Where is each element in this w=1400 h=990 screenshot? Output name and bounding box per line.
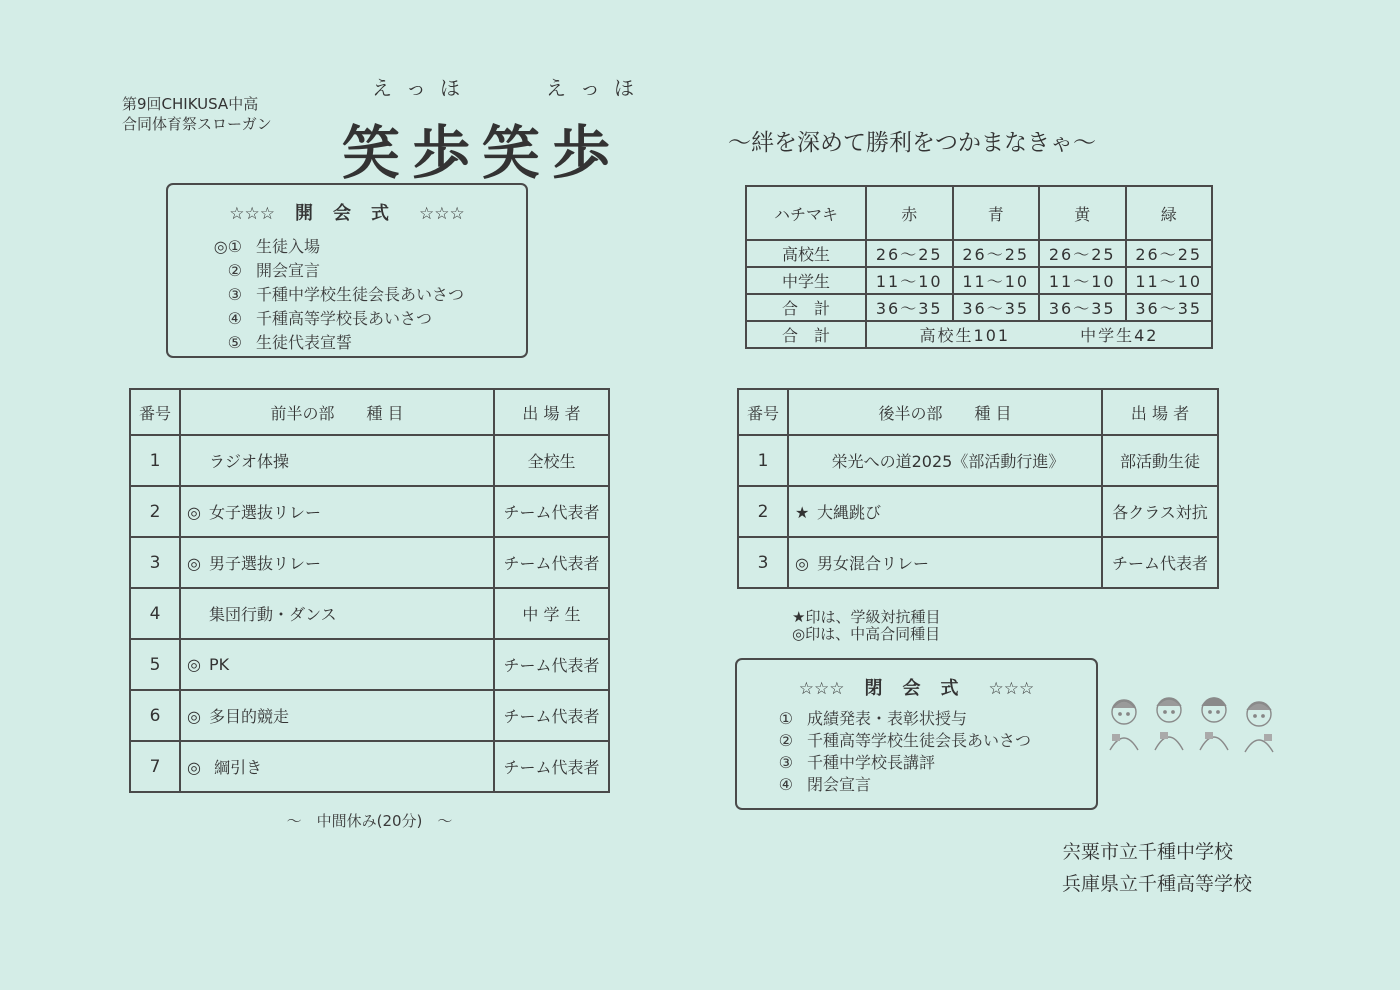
table-header-cell: 黄 xyxy=(1039,186,1126,240)
event-number: 2 xyxy=(738,486,788,537)
student-figure xyxy=(1155,698,1183,750)
table-cell: 11～10 xyxy=(953,267,1040,294)
event-label-line1: 第9回CHIKUSA中高 xyxy=(122,95,259,113)
event-name: 栄光への道2025《部活動行進》 xyxy=(831,452,1065,471)
event-name: 男女混合リレー xyxy=(817,554,930,573)
event-cell xyxy=(180,435,494,486)
event-name: 綱引き xyxy=(209,758,263,777)
table-row xyxy=(746,240,1212,267)
list-item-text: 生徒代表宣誓 xyxy=(256,333,353,352)
list-item-text: 千種高等学校生徒会長あいさつ xyxy=(807,731,1032,750)
participants: 部活動生徒 xyxy=(1102,435,1218,486)
list-item xyxy=(747,774,1096,796)
list-item xyxy=(747,708,1096,730)
list-item xyxy=(747,730,1096,752)
list-item-mark: ② xyxy=(778,731,793,750)
stars-left: ☆☆☆ xyxy=(798,679,845,699)
table-cell: 36～35 xyxy=(953,294,1040,321)
participants: チーム代表者 xyxy=(494,486,609,537)
list-item-text: 千種高等学校長あいさつ xyxy=(256,309,433,328)
participants: チーム代表者 xyxy=(494,690,609,741)
event-name: 大縄跳び xyxy=(817,503,882,522)
event-mark: ◎ xyxy=(795,554,809,573)
list-item-mark: ③ xyxy=(778,753,793,772)
list-item xyxy=(196,235,526,259)
event-name: PK xyxy=(209,655,230,674)
table-cell: 26～25 xyxy=(866,240,953,267)
list-item xyxy=(196,259,526,283)
row-label: 中学生 xyxy=(746,267,866,294)
closing-ceremony-title: 閉会式 xyxy=(864,678,979,699)
table-header-cell: 出 場 者 xyxy=(1102,389,1218,435)
event-name: 集団行動・ダンス xyxy=(209,605,337,624)
opening-ceremony-heading xyxy=(168,199,526,225)
list-item xyxy=(196,283,526,307)
table-header-cell: 番号 xyxy=(130,389,180,435)
event-number: 6 xyxy=(130,690,180,741)
table-row xyxy=(130,741,609,792)
row-label: 合 計 xyxy=(746,294,866,321)
event-number: 2 xyxy=(130,486,180,537)
participants: チーム代表者 xyxy=(494,741,609,792)
table-header-cell: 緑 xyxy=(1126,186,1213,240)
legend-notes xyxy=(792,609,940,643)
table-row xyxy=(738,537,1218,588)
closing-ceremony-box xyxy=(735,658,1098,810)
stars-left: ☆☆☆ xyxy=(229,204,275,224)
event-mark: ◎ xyxy=(187,655,201,674)
event-cell xyxy=(788,486,1102,537)
opening-ceremony-list xyxy=(196,235,526,355)
participants: チーム代表者 xyxy=(494,537,609,588)
list-item-text: 閉会宣言 xyxy=(807,775,872,794)
table-row xyxy=(130,588,609,639)
opening-ceremony-title: 開会式 xyxy=(295,203,409,224)
table-row xyxy=(130,486,609,537)
table-row xyxy=(746,294,1212,321)
total-cell xyxy=(866,321,1212,348)
event-cell xyxy=(180,741,494,792)
legend-note-star: ★印は、学級対抗種目 xyxy=(792,608,941,626)
list-item-mark: ② xyxy=(227,261,242,280)
list-item-text: 開会宣言 xyxy=(256,261,321,280)
school-names xyxy=(1062,836,1252,900)
table-cell: 11～10 xyxy=(866,267,953,294)
intermission-label: ～ 中間休み(20分) ～ xyxy=(286,812,453,830)
slogan-ruby-2: えっほ xyxy=(546,76,648,100)
school-junior-high: 宍粟市立千種中学校 xyxy=(1062,841,1234,863)
event-number: 1 xyxy=(738,435,788,486)
event-cell xyxy=(788,537,1102,588)
table-header-cell: ハチマキ xyxy=(746,186,866,240)
event-number: 3 xyxy=(130,537,180,588)
school-high: 兵庫県立千種高等学校 xyxy=(1062,873,1253,895)
table-cell: 11～10 xyxy=(1126,267,1213,294)
row-label: 合 計 xyxy=(746,321,866,348)
table-header-cell: 前半の部 種 目 xyxy=(180,389,494,435)
event-mark: ◎ xyxy=(187,554,201,573)
event-mark: ★ xyxy=(795,503,810,522)
table-header-row xyxy=(738,389,1218,435)
event-cell xyxy=(180,486,494,537)
event-cell xyxy=(180,588,494,639)
table-cell: 11～10 xyxy=(1039,267,1126,294)
table-cell: 36～35 xyxy=(1126,294,1213,321)
list-item-mark: ① xyxy=(778,709,793,728)
participants: 全校生 xyxy=(494,435,609,486)
table-row xyxy=(738,486,1218,537)
list-item-mark: ④ xyxy=(227,309,242,328)
cheering-students-illustration xyxy=(1104,690,1284,760)
event-name: 男子選抜リレー xyxy=(209,554,322,573)
table-row xyxy=(130,639,609,690)
list-item-text: 成績発表・表彰状授与 xyxy=(807,709,968,728)
event-label-line2: 合同体育祭スローガン xyxy=(122,115,272,133)
second-half-table xyxy=(737,388,1219,589)
table-row xyxy=(130,537,609,588)
list-item-text: 千種中学校長講評 xyxy=(807,753,936,772)
table-row xyxy=(738,435,1218,486)
list-item xyxy=(196,307,526,331)
list-item-text: 千種中学校生徒会長あいさつ xyxy=(256,285,465,304)
event-number: 7 xyxy=(130,741,180,792)
total-junior-high: 中学生42 xyxy=(1080,326,1159,345)
event-number: 3 xyxy=(738,537,788,588)
list-item xyxy=(747,752,1096,774)
table-row xyxy=(746,267,1212,294)
row-label: 高校生 xyxy=(746,240,866,267)
event-cell xyxy=(180,639,494,690)
slogan-title: 笑歩笑歩 xyxy=(342,119,623,187)
event-name: ラジオ体操 xyxy=(209,452,290,471)
student-figure xyxy=(1245,702,1273,752)
list-item-mark: ③ xyxy=(227,285,242,304)
event-cell xyxy=(180,690,494,741)
table-cell: 36～35 xyxy=(866,294,953,321)
list-item xyxy=(196,331,526,355)
participants: チーム代表者 xyxy=(1102,537,1218,588)
list-item-mark: ⑤ xyxy=(227,333,242,352)
table-header-cell: 出 場 者 xyxy=(494,389,609,435)
event-mark: ◎ xyxy=(187,707,201,726)
event-cell xyxy=(180,537,494,588)
table-header-cell: 青 xyxy=(953,186,1040,240)
table-cell: 26～25 xyxy=(1126,240,1213,267)
stars-right: ☆☆☆ xyxy=(419,204,465,224)
first-half-table xyxy=(129,388,610,793)
opening-ceremony-box xyxy=(166,183,528,358)
event-mark: ◎ xyxy=(187,758,201,777)
closing-ceremony-list xyxy=(747,708,1096,796)
table-cell: 26～25 xyxy=(953,240,1040,267)
closing-ceremony-heading xyxy=(737,674,1096,700)
participants: チーム代表者 xyxy=(494,639,609,690)
table-header-cell: 赤 xyxy=(866,186,953,240)
stars-right: ☆☆☆ xyxy=(988,679,1035,699)
event-mark: ◎ xyxy=(187,503,201,522)
list-item-text: 生徒入場 xyxy=(256,237,321,256)
table-row xyxy=(746,321,1212,348)
event-number: 1 xyxy=(130,435,180,486)
table-header-cell: 後半の部 種 目 xyxy=(788,389,1102,435)
event-number: 5 xyxy=(130,639,180,690)
event-name: 多目的競走 xyxy=(209,707,290,726)
participants: 各クラス対抗 xyxy=(1102,486,1218,537)
event-label xyxy=(122,94,272,134)
table-header-row xyxy=(746,186,1212,240)
table-row xyxy=(130,435,609,486)
event-number: 4 xyxy=(130,588,180,639)
participants: 中 学 生 xyxy=(494,588,609,639)
table-cell: 26～25 xyxy=(1039,240,1126,267)
table-header-row xyxy=(130,389,609,435)
list-item-mark: ④ xyxy=(778,775,793,794)
slogan-subtitle: ～絆を深めて勝利をつかまなきゃ～ xyxy=(728,130,1096,156)
table-header-cell: 番号 xyxy=(738,389,788,435)
slogan-ruby-1: えっほ xyxy=(372,76,474,100)
student-figure xyxy=(1110,700,1138,750)
table-row xyxy=(130,690,609,741)
student-figure xyxy=(1200,698,1228,750)
total-high-school: 高校生101 xyxy=(919,326,1011,345)
legend-note-double-circle: ◎印は、中高合同種目 xyxy=(792,625,941,643)
team-headband-table xyxy=(745,185,1213,349)
event-name: 女子選抜リレー xyxy=(209,503,322,522)
table-cell: 36～35 xyxy=(1039,294,1126,321)
list-item-mark: ◎① xyxy=(213,237,242,256)
event-cell xyxy=(788,435,1102,486)
